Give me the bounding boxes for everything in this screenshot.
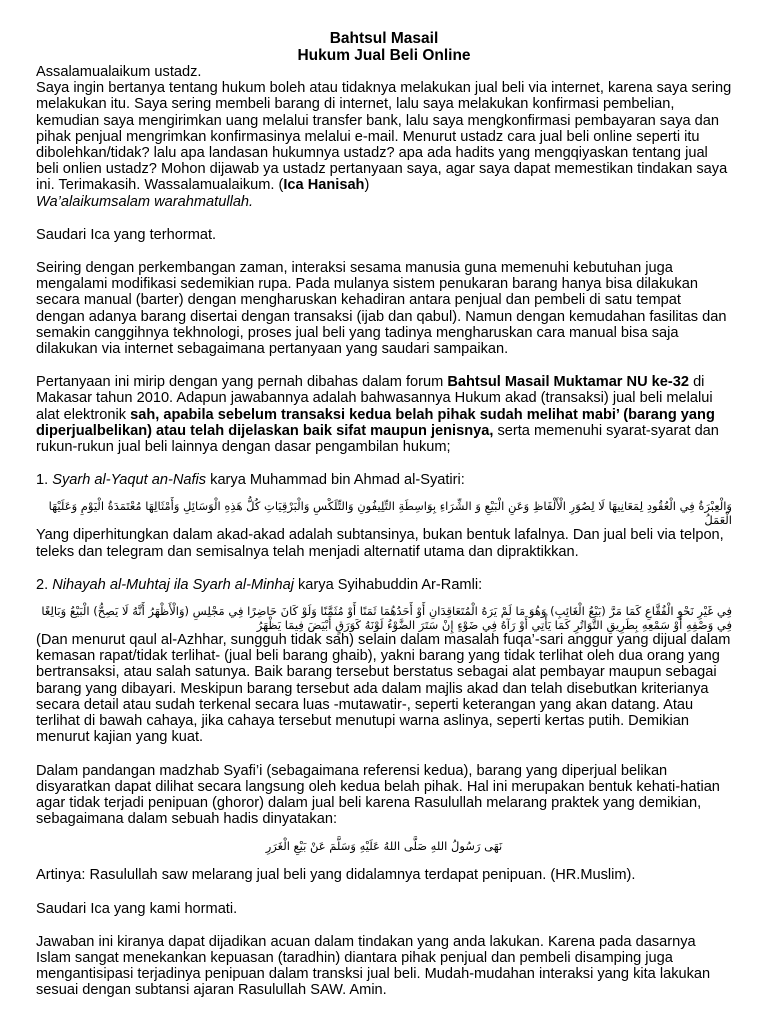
reference-1-title: Syarh al-Yaqut an-Nafis: [52, 472, 207, 489]
salam-reply: Wa’alaikumsalam warahmatullah.: [36, 193, 254, 210]
document-title: Bahtsul Masail: [329, 30, 439, 47]
answer-paragraph-3: Dalam pandangan madzhab Syafi’i (sebagaimana referensi kedua), barang yang diperjual belikan disyaratkan dapat dilihat secara langsung oleh kedua belah pihak. Hal ini merupakan bentuk kehati-hatian agar tidak terjadi penipuan (ghoror) dalam jual beli karena Rasulullah melarang praktek yang demikian, sebagaimana dalam sebuah hadis dinyatakan:: [36, 762, 720, 828]
reference-2-title: Nihayah al-Muhtaj ila Syarh al-Minhaj: [52, 576, 294, 593]
asker-name: Ica Hanisah: [283, 177, 365, 194]
answer-salutation-2: Saudari Ica yang kami hormati.: [36, 900, 238, 917]
reference-1-heading: 1. Syarh al-Yaqut an-Nafis karya Muhammad bin Ahmad al-Syatiri:: [36, 472, 465, 489]
forum-name: Bahtsul Masail Muktamar NU ke-32: [447, 374, 690, 391]
reference-2-meaning: (Dan menurut qaul al-Azhhar, sungguh tidak sah) selain dalam masalah fuqa’-sari anggur yang dijual dalam kemasan rapat/tidak terlihat- (jual beli barang ghaib), yakni barang yang tidak terlihat oleh dua orang yang bertransaksi, atau salah satunya. Baik barang tersebut berstatus sebagai alat pembayar maupun sebagai barang yang dibayari. Meskipun barang tersebut ada dalam majlis akad dan telah disebutkan kriterianya secara detail atau sudah terkenal secara luas -mutawatir-, seperti keterangan yang akan datang. Atau terlihat di bawah cahaya, jika cahaya tersebut menutupi warna aslinya, seperti kertas putih. Demikian menurut kajian yang kuat.: [36, 632, 731, 746]
document-subtitle: Hukum Jual Beli Online: [297, 47, 471, 64]
reference-1-meaning: Yang diperhitungkan dalam akad-akad adalah subtansinya, bukan bentuk lafalnya. Dan jual beli via telpon, teleks dan telegram dan semisalnya telah menjadi alternatif utama dan dipraktikkan.: [36, 527, 724, 560]
answer-paragraph-1: Seiring dengan perkembangan zaman, interaksi sesama manusia guna memenuhi kebutuhan juga mengalami modifikasi sedemikian rupa. Pada mulanya sistem penukaran barang hanya bisa dilakukan secara manual (barter) dengan mengharuskan kehadiran antara penjual dan pembeli di satu tempat dengan adanya barang disertai dengan transaksi (ijab dan qabul). Namun dengan kemudahan fasilitas dan semakin canggihnya tekhnologi, proses jual beli yang tadinya mengharuskan cara manual bisa saja dilakukan via internet sebagaimana pertanyaan yang saudari sampaikan.: [36, 260, 727, 358]
hadith-arabic: نَهَى رَسُولُ اللهِ صَلَّى اللهُ عَلَيْهِ وَسَلَّمَ عَنْ بَيْعِ الْغَرَرِ: [265, 839, 503, 854]
answer-paragraph-2: Pertanyaan ini mirip dengan yang pernah dibahas dalam forum Bahtsul Masail Muktamar NU ke-32 di Makasar tahun 2010. Adapun jawabannya adalah bahwasannya Hukum akad (transaksi) jual beli melalui alat elektronik sah, apabila sebelum transaksi kedua belah pihak sudah melihat mabi’ (barang yang diperjualbelikan) atau telah dijelaskan baik sifat maupun jenisnya, serta memenuhi syarat-syarat dan rukun-rukun jual beli lainnya dengan dasar pengambilan hukum;: [36, 374, 719, 456]
closing-paragraph: Jawaban ini kiranya dapat dijadikan acuan dalam tindakan yang anda lakukan. Karena pada dasarnya Islam sangat menekankan kepuasan (taradhin) diantara pihak penjual dan pembeli disamping juga mengantisipasi terjadinya penipuan dalam transksi jual beli. Mudah-mudahan interaksi yang kita lakukan sesuai dengan subtansi ajaran Rasulullah SAW. Amin.: [36, 933, 711, 999]
ruling-text: sah, apabila sebelum transaksi kedua belah pihak sudah melihat mabi’ (barang yang diperjualbelikan) atau telah dijelaskan baik sifat maupun jenisnya,: [36, 406, 715, 439]
question-greeting: Assalamualaikum ustadz.: [36, 64, 202, 80]
answer-salutation: Saudari Ica yang terhormat.: [36, 226, 217, 243]
reference-2-heading: 2. Nihayah al-Muhtaj ila Syarh al-Minhaj karya Syihabuddin Ar-Ramli:: [36, 576, 483, 593]
reference-2-arabic: فِي غَيْرِ نَحْوِ الْفُقَّاعِ كَمَا مَرَّ (بَيْعُ الْغَائِبِ) وَهُوَ مَا لَمْ يَرَهُ الْمُتَعَاقِدَانِ أَوْ أَحَدُهُمَا ثَمَنًا أَوْ مُثَمَّنًا وَلَوْ كَانَ حَاضِرًا فِي مَجْلِسِ (وَالْأَظْهَرُ أَنَّهُ لَا يَصِحُّ) الْبَيْعُ وَبَالِغًا فِي وَصْفِهِ أَوْ سَمْعِهِ بِطَرِيقِ التَّوَاتُرِ كَمَا يَأْتِي أَوْ رَآهُ فِي ضَوْءٍ إِنْ سَتَرَ الضَّوْءُ لَوْنَهُ كَوَرَقٍ أَبْيَضَ فِيمَا يَظْهَرُ: [41, 604, 732, 632]
reference-1-arabic: وَالْعِبْرَةُ فِي الْعُقُودِ لِمَعَانِيهَا لَا لِصُوَرِ الْأَلْفَاظِ وَعَنِ الْبَيْعِ وَ الشِّرَاءِ بِوَاسِطَةِ التِّلِيفُونِ وَالتِّلَكْسِ وَالْبَرْقِيَاتِ كُلُّ هَذِهِ الْوَسَائِلِ وَأَمْثَالِهَا مُعْتَمَدَةُ الْيَوْمِ وَعَلَيْهَا الْعَمَلُ: [48, 499, 732, 527]
hadith-meaning: Artinya: Rasulullah saw melarang jual beli yang didalamnya terdapat penipuan. (HR.Muslim).: [36, 867, 636, 884]
question-body: Saya ingin bertanya tentang hukum boleh atau tidaknya melakukan jual beli via internet, karena saya sering melakukan itu. Saya sering membeli barang di internet, lalu saya melakukan konfirmasi pembelian, kemudian saya mengirimkan uang melalui transfer bank, lalu saya mengkonfirmasi pembayaran saya dan pihak penjual mengrimkan konfirmasinya melalui e-mail. Menurut ustadz cara jual beli online seperti itu dibolehkan/tidak? lalu apa landasan hukumnya ustadz? apa ada hadits yang mengqiyaskan tentang jual beli onlien ustadz? Mohon dijawab ya ustadz pertanyaan saya, agar saya dapat memestikan tindakan saya ini. Terimakasih. Wassalamualaikum. (Ica Hanisah): [36, 80, 732, 194]
